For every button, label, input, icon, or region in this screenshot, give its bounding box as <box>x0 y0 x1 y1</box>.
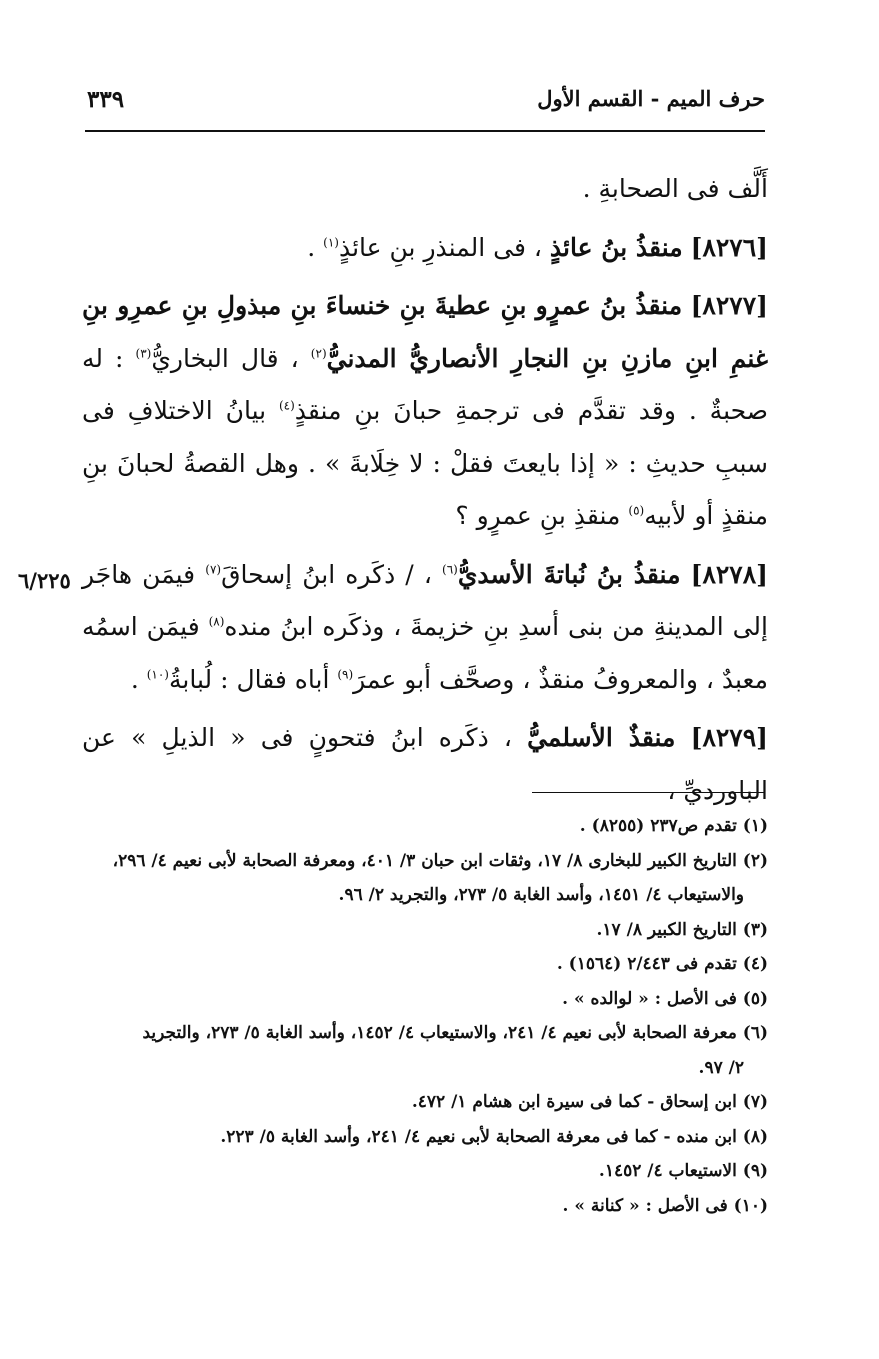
footnote-ref[interactable]: (١٠) <box>146 667 169 682</box>
footnote-8: (٨) ابن منده - كما فى معرفة الصحابة لأبى نعيم ٤/ ٢٤١، وأسد الغابة ٥/ ٢٢٣. <box>220 1126 768 1147</box>
entry-name: منقذُ بنُ عائذٍ <box>549 232 683 262</box>
footnote-2: (٢) التاريخ الكبير للبخارى ٨/ ١٧، وثقات ابن حبان ٣/ ٤٠١، ومعرفة الصحابة لأبى نعيم ٤/ ٢٩٦، <box>112 850 768 871</box>
intro-text: أَلَّف فى الصحابةِ . <box>582 174 768 203</box>
footnote-5: (٥) فى الأصل : « لوالده » . <box>562 988 768 1009</box>
footnote-6-continued: ٢/ ٩٧. <box>698 1057 744 1078</box>
footnote-ref[interactable]: (٣) <box>135 346 152 361</box>
margin-reference: ٦/٢٢٥ <box>18 568 71 593</box>
entry-text: فيمَن هاجَر إلى المدينةِ من بنى أسدِ بنِ خزيمةَ ، وذكَره ابنُ منده <box>82 559 768 641</box>
footnote-ref[interactable]: (٧) <box>205 562 222 577</box>
footnote-1: (١) تقدم ص٢٣٧ (٨٢٥٥) . <box>579 816 768 836</box>
footnote-rule <box>532 792 765 793</box>
footnote-4: (٤) تقدم فى ٢/٤٤٣ (١٥٦٤) . <box>556 954 768 974</box>
footnote-ref[interactable]: (١) <box>323 235 339 250</box>
entry-text: ، / ذكَره ابنُ إسحاقَ <box>221 559 443 589</box>
entry-8276 <box>82 222 768 275</box>
footnote-6: (٦) معرفة الصحابة لأبى نعيم ٤/ ٢٤١، والاستيعاب ٤/ ١٤٥٢، وأسد الغابة ٥/ ٢٧٣، والتجريد <box>142 1023 768 1043</box>
header-rule <box>85 130 765 132</box>
main-text <box>82 163 768 817</box>
entry-end: . <box>130 664 147 694</box>
footnote-2-continued: والاستيعاب ٤/ ١٤٥١، وأسد الغابة ٥/ ٢٧٣، والتجريد ٢/ ٩٦. <box>338 885 744 905</box>
entry-number: [٨٢٧٦] <box>690 232 768 262</box>
entry-text: فيمَن اسمُه معبدٌ ، والمعروفُ منقذٌ ، وصحَّف أبو عمرَ <box>82 612 768 694</box>
entry-text: ، ذكَره ابنُ فتحونٍ فى « الذيلِ » عن الباورديِّ ، <box>82 723 768 805</box>
entry-text: منقذِ بنِ عمرٍو ؟ <box>455 501 629 530</box>
entry-text: ، قال البخاريُّ <box>151 343 311 373</box>
footnote-ref[interactable]: (٤) <box>278 398 295 413</box>
entry-8278 <box>82 549 768 707</box>
entry-8279 <box>82 712 768 817</box>
entry-text: أباه فقال : لُبابةُ <box>168 664 338 694</box>
entry-name: منقذٌ الأسلميُّ <box>527 723 676 752</box>
footnote-ref[interactable]: (٥) <box>628 503 645 518</box>
footnote-ref[interactable]: (٩) <box>337 667 354 682</box>
entry-text: ، فى المنذرِ بنِ عائذٍ <box>338 232 542 262</box>
footnote-ref[interactable]: (٨) <box>208 614 225 629</box>
footnotes <box>82 809 768 1223</box>
entry-number: [٨٢٧٧] <box>690 291 768 320</box>
entry-8277 <box>82 280 768 543</box>
footnote-9: (٩) الاستيعاب ٤/ ١٤٥٢. <box>598 1161 768 1181</box>
page-number: ٣٣٩ <box>87 86 125 113</box>
entry-number: [٨٢٧٩] <box>690 723 768 752</box>
footnote-ref[interactable]: (٢) <box>310 346 327 361</box>
footnote-3: (٣) التاريخ الكبير ٨/ ١٧. <box>596 919 768 940</box>
footnote-10: (١٠) فى الأصل : « كنانة » . <box>562 1195 768 1216</box>
entry-name: منقذُ بنُ عمرٍو بنِ عطيةَ بنِ خنساءَ بنِ مبذولِ بنِ عمرِو بنِ غنمِ ابنِ مازنِ بنِ النجارِ الأنصاريُّ المدنيُّ <box>82 291 768 373</box>
footnote-ref[interactable]: (٦) <box>442 562 458 577</box>
entry-number: [٨٢٧٨] <box>690 559 768 589</box>
running-header <box>85 86 765 126</box>
entry-end: . <box>307 232 324 262</box>
entry-text: : له صحبةٌ . وقد تقدَّم فى ترجمةِ حبانَ بنِ منقذٍ <box>82 343 768 425</box>
header-title: حرف الميم - القسم الأول <box>537 86 765 111</box>
entry-name: منقذُ بنُ نُباتةَ الأسديُّ <box>457 559 681 589</box>
footnote-7: (٧) ابن إسحاق - كما فى سيرة ابن هشام ١/ ٤٧٢. <box>411 1092 768 1112</box>
entry-text: بيانُ الاختلافِ فى سببِ حديثِ : « إذا بايعتَ فقلْ : لا خِلَابةَ » . وهل القصةُ لحبانَ بنِ منقذٍ أو لأبيه <box>82 396 768 530</box>
intro-line <box>82 163 768 216</box>
